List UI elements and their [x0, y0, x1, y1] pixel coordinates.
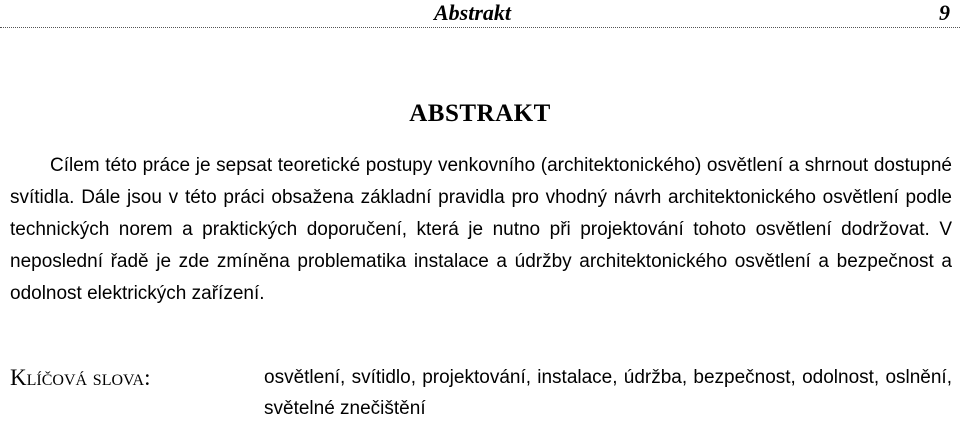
section-heading: ABSTRAKT: [409, 100, 551, 127]
abstract-paragraph: Cílem této práce je sepsat teoretické postupy venkovního (architektonického) osvětlení a shrnout dostupné svítidla. Dále jsou v této práci obsažena základní pravidla pro vhodný návrh architektonického osvětlení podle technických norem a praktických doporučení, která je nutno při projektování tohoto osvětlení dodržovat. V neposlední řadě je zde zmíněna problematika instalace a údržby architektonického osvětlení a bezpečnost a odolnost elektrických zařízení.: [10, 155, 952, 304]
keywords-label: Klíčová slova:: [10, 365, 151, 390]
header-title: Abstrakt: [434, 0, 512, 25]
running-header: [0, 0, 960, 28]
page-number: 9: [939, 0, 950, 25]
keywords-list: osvětlení, svítidlo, projektování, instalace, údržba, bezpečnost, odolnost, oslnění, světelné znečištění: [264, 367, 952, 419]
keywords-block: [10, 362, 952, 424]
